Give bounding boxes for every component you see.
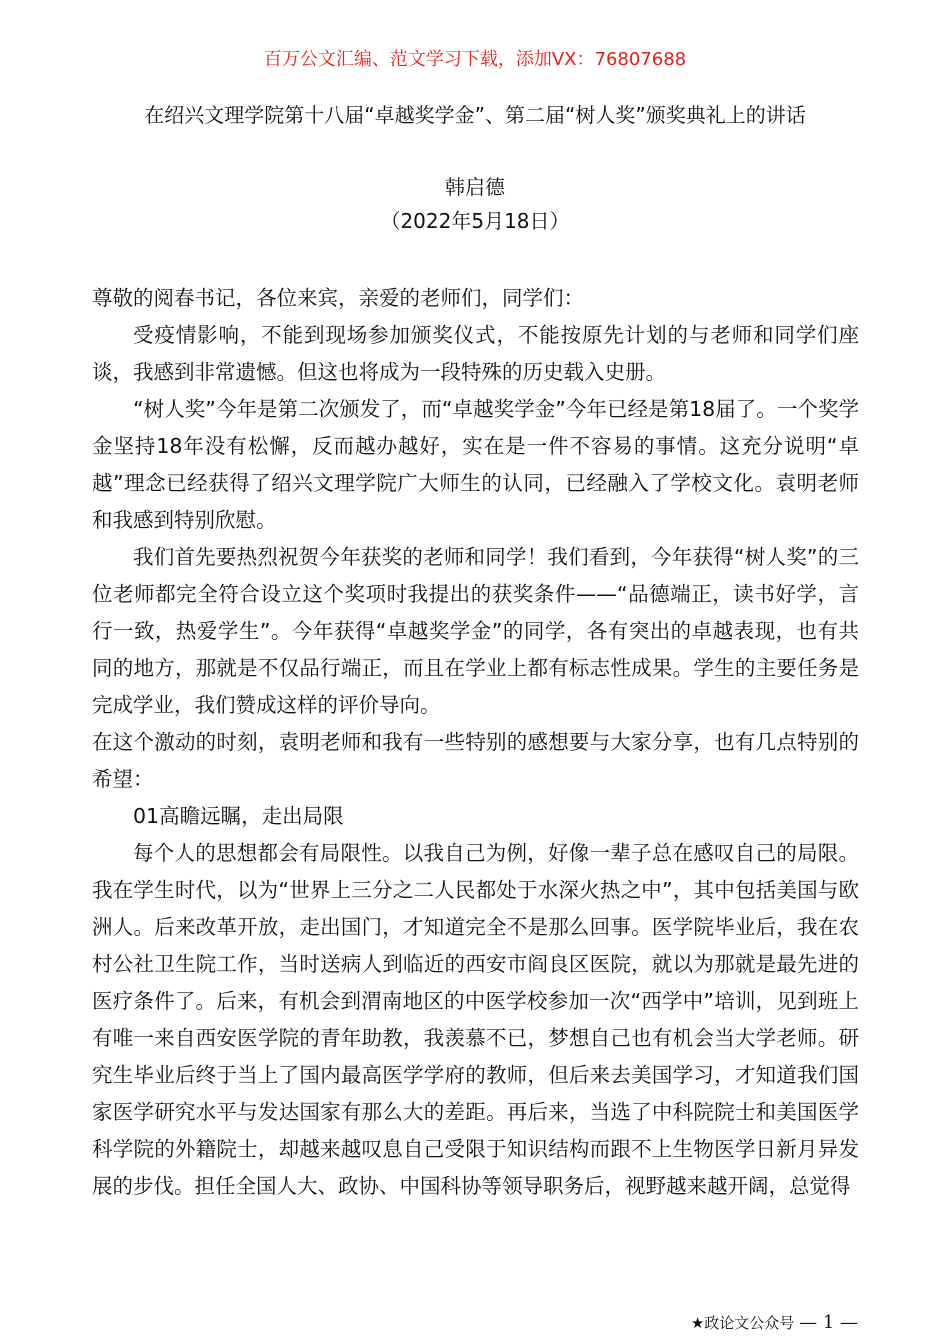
page-footer bbox=[691, 1311, 858, 1335]
document-author: 韩启德 bbox=[445, 175, 505, 199]
section-paragraph: 每个人的思想都会有局限性。以我自己为例，好像一辈子总在感叹自己的局限。我在学生时代，以为“世界上三分之二人民都处于水深火热之中”，其中包括美国与欧洲人。后来改革开放，走出国门，才知道完全不是那么回事。医学院毕业后，我在农村公社卫生院工作，当时送病人到临近的西安市阎良区医院，就以为那就是最先进的医疗条件了。后来，有机会到渭南地区的中医学校参加一次“西学中”培训，见到班上有唯一来自西安医学院的青年助教，我羡慕不已，梦想自己也有机会当大学老师。研究生毕业后终于当上了国内最高医学学府的教师，但后来去美国学习，才知道我们国家医学研究水平与发达国家有那么大的差距。再后来，当选了中科院院士和美国医学科学院的外籍院士，却越来越叹息自己受限于知识结构而跟不上生物医学日新月异发展的步伐。担任全国人大、政协、中国科协等领导职务后，视野越来越开阔，总觉得 bbox=[92, 841, 859, 1198]
section-heading: 01高瞻远瞩，走出局限 bbox=[133, 804, 344, 828]
paragraph: 我们首先要热烈祝贺今年获奖的老师和同学！我们看到，今年获得“树人奖”的三位老师都完全符合设立这个奖项时我提出的获奖条件——“品德端正，读书好学，言行一致，热爱学生”。今年获得“卓越奖学金”的同学，各有突出的卓越表现，也有共同的地方，那就是不仅品行端正，而且在学业上都有标志性成果。学生的主要任务是完成学业，我们赞成这样的评价导向。 bbox=[92, 545, 859, 717]
transition-paragraph: 在这个激动的时刻，袁明老师和我有一些特别的感想要与大家分享，也有几点特别的希望： bbox=[92, 730, 859, 791]
paragraph: “树人奖”今年是第二次颁发了，而“卓越奖学金”今年已经是第18届了。一个奖学金坚持18年没有松懈，反而越办越好，实在是一件不容易的事情。这充分说明“卓越”理念已经获得了绍兴文理学院广大师生的认同，已经融入了学校文化。袁明老师和我感到特别欣慰。 bbox=[92, 397, 859, 532]
paragraph: 受疫情影响，不能到现场参加颁奖仪式，不能按原先计划的与老师和同学们座谈，我感到非常遗憾。但这也将成为一段特殊的历史载入史册。 bbox=[92, 323, 859, 384]
header-banner: 百万公文汇编、范文学习下载，添加VX：76807688 bbox=[263, 49, 687, 70]
document-title: 在绍兴文理学院第十八届“卓越奖学金”、第二届“树人奖”颁奖典礼上的讲话 bbox=[144, 103, 806, 127]
document-body bbox=[92, 280, 859, 1205]
page-number: — 1 — bbox=[799, 1312, 858, 1333]
footer-source: ★政论文公众号 bbox=[690, 1314, 795, 1332]
document-date: （2022年5月18日） bbox=[380, 209, 570, 233]
salutation: 尊敬的阅春书记，各位来宾，亲爱的老师们，同学们： bbox=[92, 286, 584, 310]
